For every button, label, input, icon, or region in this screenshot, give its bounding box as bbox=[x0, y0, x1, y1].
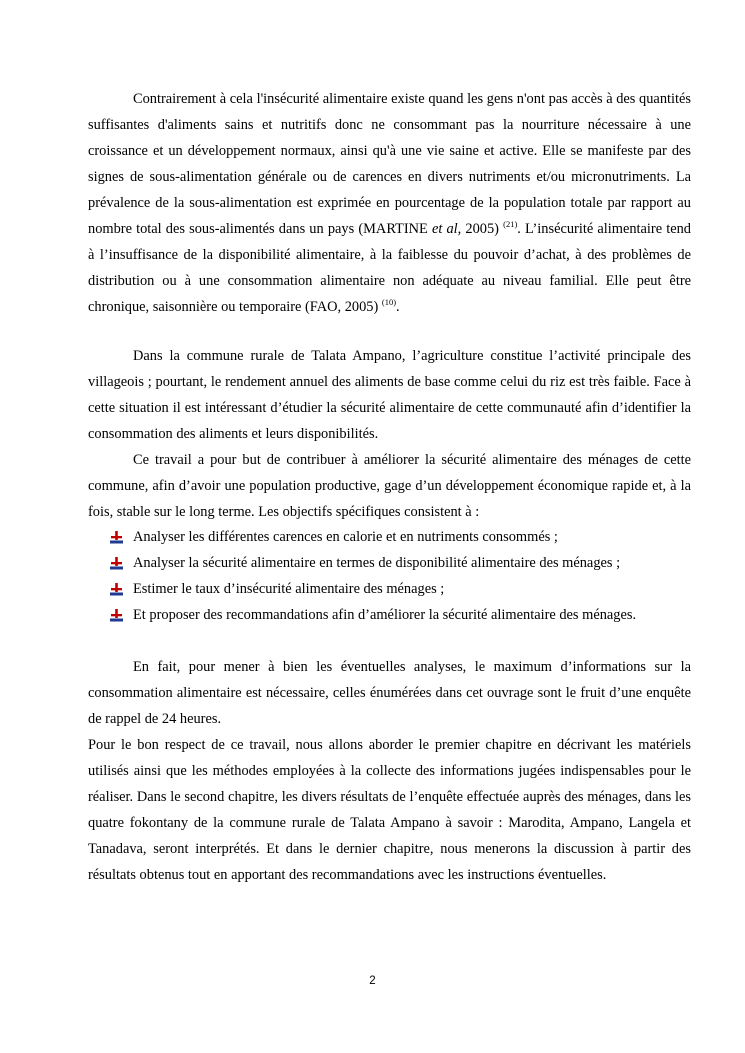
list-item: Estimer le taux d’insécurité alimentaire des ménages ; bbox=[110, 576, 690, 602]
citation-10: (10) bbox=[381, 297, 397, 307]
paragraph-plan: Pour le bon respect de ce travail, nous allons aborder le premier chapitre en décrivant les matériels utilisés ainsi que les méthodes employées à la collecte des informations jugées indispensables pour le réaliser. Dans le second chapitre, les divers résultats de l’enquête effectuée auprès des ménages, dans les quatre fokontany de la commune rurale de Talata Ampano à savoir : Marodita, Ampano, Langela et Tanadava, seront interprétés. Et dans le dernier chapitre, nous menerons la discussion à partir des résultats obtenus tout en apportant des recommandations avec les instructions éventuelles. bbox=[88, 737, 691, 883]
objectives-list bbox=[110, 524, 690, 628]
list-item: Analyser les différentes carences en calorie et en nutriments consommés ; bbox=[110, 524, 690, 550]
paragraph-talata-ampano: Dans la commune rurale de Talata Ampano, l’agriculture constitue l’activité principale des villageois ; pourtant, le rendement annuel des aliments de base comme celui du riz est très faible. Face à cette situation il est intéressant d’étudier la sécurité alimentaire de cette communauté afin d’identifier la consommation des aliments et leurs disponibilités. Ce travail a pour but de contribuer à améliorer la sécurité alimentaire des ménages de cette commune, afin d’avoir une population productive, gage d’un développement économique rapide et, à la fois, stable sur le long terme. Les objectifs spécifiques consistent à : bbox=[88, 343, 691, 525]
paragraph-but-travail: Ce travail a pour but de contribuer à améliorer la sécurité alimentaire des ménages de cette commune, afin d’avoir une population productive, gage d’un développement économique rapide et, à la fois, stable sur le long terme. Les objectifs spécifiques consistent à : bbox=[88, 452, 691, 520]
list-item: Analyser la sécurité alimentaire en termes de disponibilité alimentaire des ménages ; bbox=[110, 550, 690, 576]
citation-21: (21) bbox=[503, 219, 518, 229]
page-number: 2 bbox=[369, 975, 376, 987]
paragraph-en-fait: En fait, pour mener à bien les éventuelles analyses, le maximum d’informations sur la consommation alimentaire est nécessaire, celles énumérées dans cet ouvrage sont le fruit d’une enquête de rappel de 24 heures. Pour le bon respect de ce travail, nous allons aborder le premier chapitre en décrivant les matériels utilisés ainsi que les méthodes employées à la collecte des informations jugées indispensables pour le réaliser. Dans le second chapitre, les divers résultats de l’enquête effectuée auprès des ménages, dans les quatre fokontany de la commune rurale de Talata Ampano à savoir : Marodita, Ampano, Langela et Tanadava, seront interprétés. Et dans le dernier chapitre, nous menerons la discussion à partir des résultats obtenus tout en apportant des recommandations avec les instructions éventuelles. bbox=[88, 654, 691, 888]
arrow-bullet-icon bbox=[110, 531, 123, 544]
paragraph-insecurite: Contrairement à cela l'insécurité alimentaire existe quand les gens n'ont pas accès à des quantités suffisantes d'aliments sains et nutritifs donc ne consommant pas la nourriture nécessaire à une croissance et un développement normaux, ainsi qu'à une vie saine et active. Elle se manifeste par des signes de sous-alimentation générale ou de carences en divers nutriments et/ou micronutriments. La prévalence de la sous-alimentation est exprimée en pourcentage de la population totale par rapport au nombre total des sous-alimentés dans un pays (MARTINE et al, 2005) $^{(21)}$. L’insécurité alimentaire tend à l’insuffisance de la disponibilité alimentaire, à la faiblesse du pouvoir d’achat, à des problèmes de distribution ou à une consommation alimentaire non adéquate au niveau familial. Elle peut être chronique, saisonnière ou temporaire (FAO, 2005) $^{(10)}$. bbox=[88, 91, 691, 315]
list-item: Et proposer des recommandations afin d’améliorer la sécurité alimentaire des ménages. bbox=[110, 602, 690, 628]
arrow-bullet-icon bbox=[110, 557, 123, 570]
arrow-bullet-icon bbox=[110, 609, 123, 622]
arrow-bullet-icon bbox=[110, 583, 123, 596]
